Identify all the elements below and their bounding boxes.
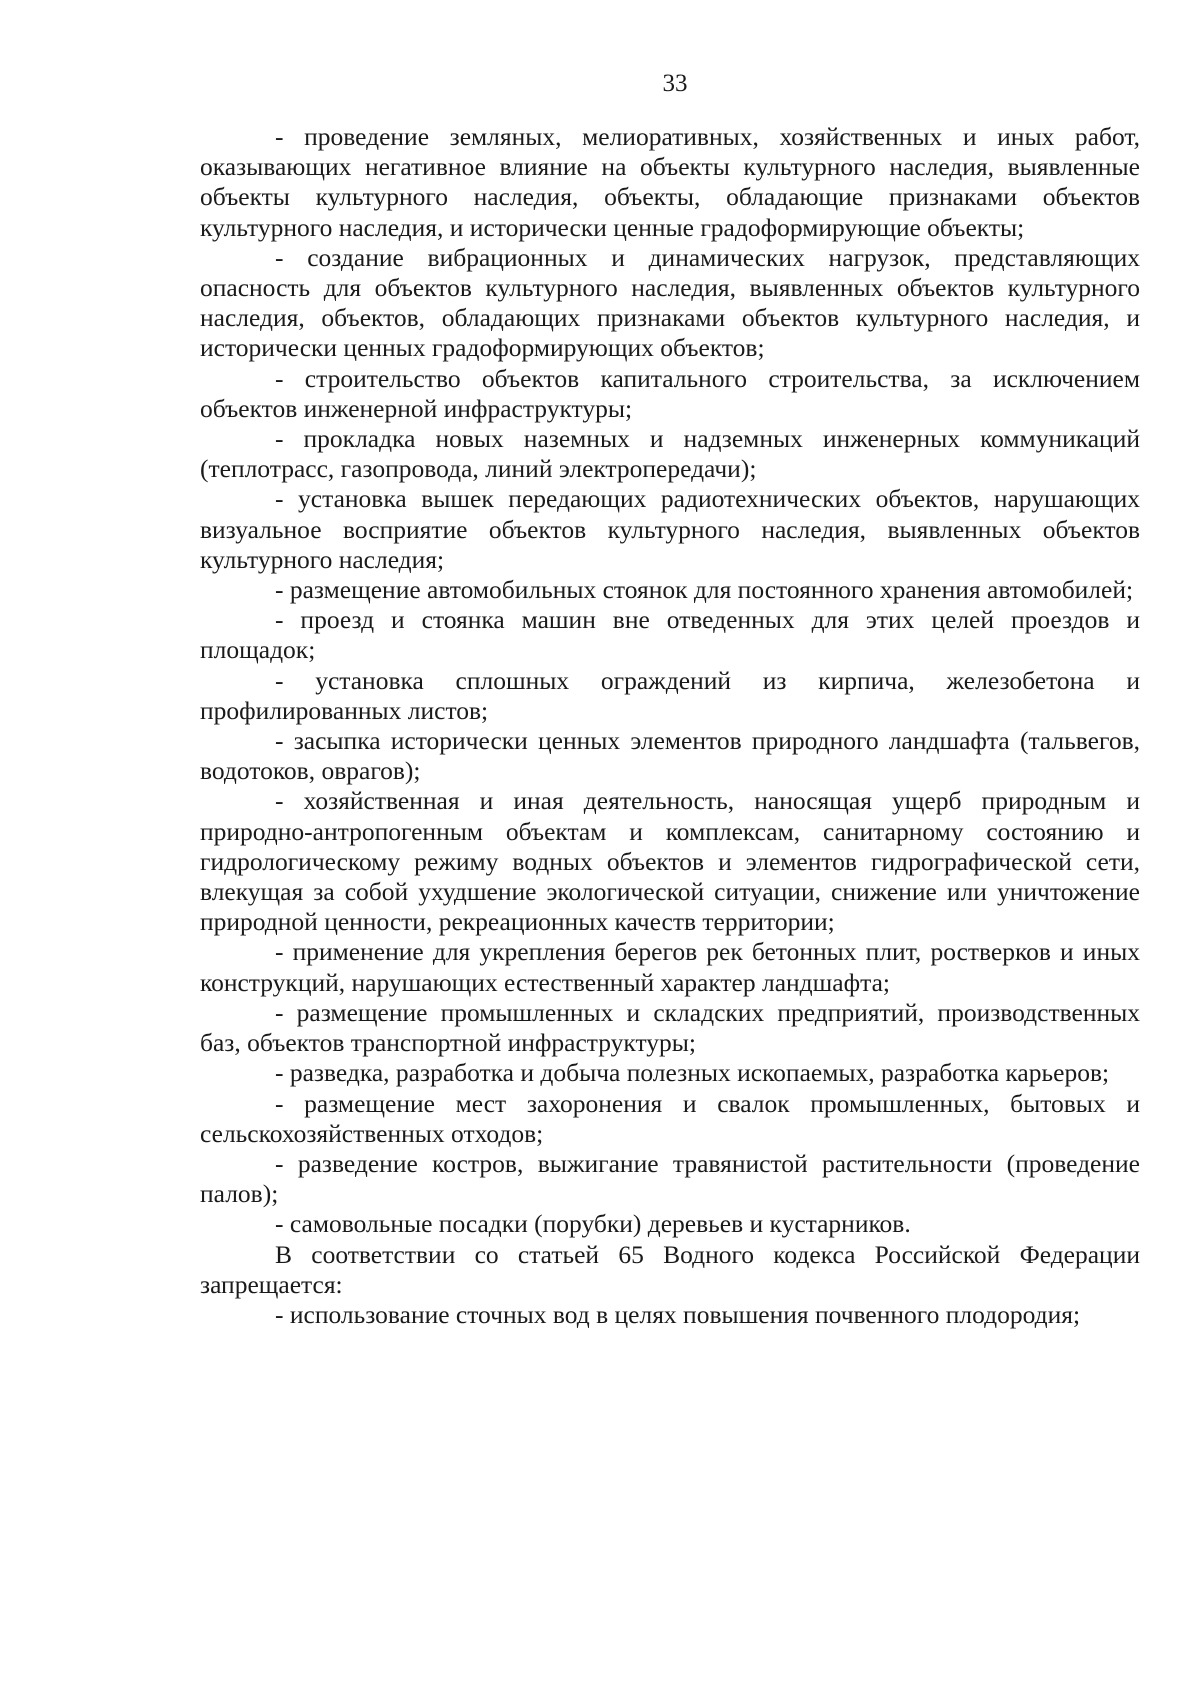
- paragraph-vehicle-driving: - проезд и стоянка машин вне отведенных для этих целей проездов и площадок;: [200, 605, 1140, 665]
- paragraph-mining: - разведка, разработка и добыча полезных ископаемых, разработка карьеров;: [275, 1058, 1110, 1088]
- paragraph-radio-towers: - установка вышек передающих радиотехнических объектов, нарушающих визуальное восприятие объектов культурного наследия, выявленных объектов культурного наследия;: [200, 484, 1140, 574]
- paragraph-earthworks: - проведение земляных, мелиоративных, хозяйственных и иных работ, оказывающих негативное влияние на объекты культурного наследия, выявленные объекты культурного наследия, объекты, обладающие признаками объектов культурного наследия, и исторически ценные градоформирующие объекты;: [200, 122, 1140, 242]
- body-text: [200, 122, 1140, 1330]
- paragraph-landscape-filling: - засыпка исторически ценных элементов природного ландшафта (тальвегов, водотоков, оврагов);: [200, 726, 1140, 786]
- paragraph-waste-disposal: - размещение мест захоронения и свалок промышленных, бытовых и сельскохозяйственных отходов;: [200, 1088, 1140, 1148]
- paragraph-utility-lines: - прокладка новых наземных и надземных инженерных коммуникаций (теплотрасс, газопровода, линий электропередачи);: [200, 424, 1140, 484]
- paragraph-tree-planting: - самовольные посадки (порубки) деревьев и кустарников.: [275, 1209, 911, 1239]
- paragraph-parking-lots: - размещение автомобильных стоянок для постоянного хранения автомобилей;: [275, 575, 1134, 605]
- paragraph-harmful-activity: - хозяйственная и иная деятельность, наносящая ущерб природным и природно-антропогенным объектам и комплексам, санитарному состоянию и гидрологическому режиму водных объектов и элементов гидрографической сети, влекущая за собой ухудшение экологической ситуации, снижение или уничтожение природной ценности, рекреационных качеств территории;: [200, 786, 1140, 937]
- paragraph-bonfires: - разведение костров, выжигание травянистой растительности (проведение палов);: [200, 1148, 1140, 1209]
- paragraph-capital-construction: - строительство объектов капитального строительства, за исключением объектов инженерной инфраструктуры;: [200, 363, 1140, 423]
- paragraph-wastewater-use: - использование сточных вод в целях повышения почвенного плодородия;: [275, 1299, 1081, 1329]
- paragraph-water-code-intro: В соответствии со статьей 65 Водного кодекса Российской Федерации запрещается:: [200, 1239, 1140, 1299]
- page-number: 33: [662, 70, 688, 97]
- paragraph-vibration-loads: - создание вибрационных и динамических нагрузок, представляющих опасность для объектов культурного наследия, выявленных объектов культурного наследия, объектов, обладающих признаками объектов культурного наследия, и исторически ценных градоформирующих объектов;: [200, 242, 1140, 363]
- paragraph-industrial-placement: - размещение промышленных и складских предприятий, производственных баз, объектов транспортной инфраструктуры;: [200, 997, 1140, 1058]
- paragraph-solid-fences: - установка сплошных ограждений из кирпича, железобетона и профилированных листов;: [200, 665, 1140, 725]
- paragraph-bank-reinforcement: - применение для укрепления берегов рек бетонных плит, ростверков и иных конструкций, нарушающих естественный характер ландшафта;: [200, 937, 1140, 997]
